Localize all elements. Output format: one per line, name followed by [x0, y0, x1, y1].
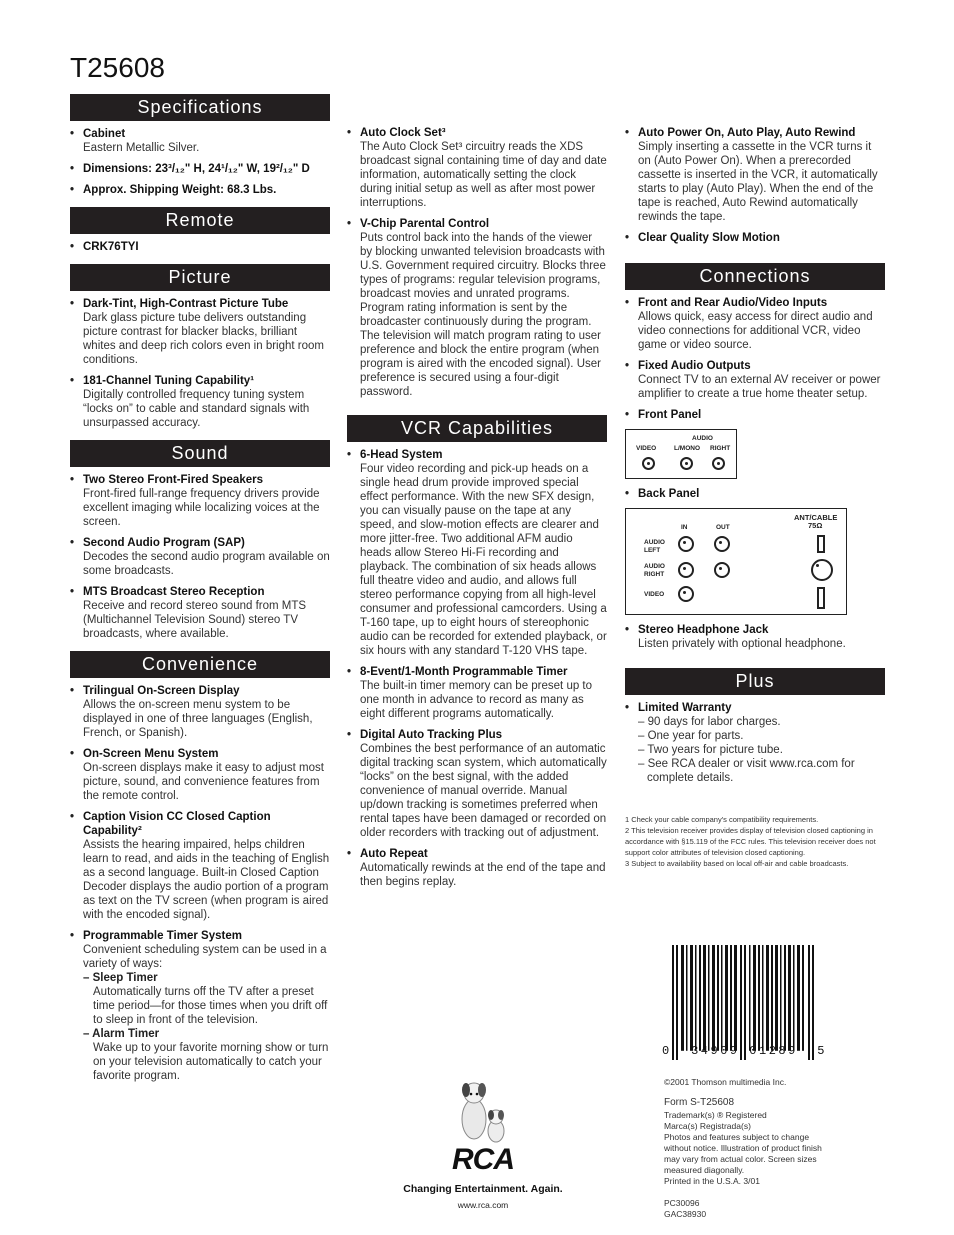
warranty-line: – See RCA dealer or visit www.rca.com for — [638, 758, 855, 770]
copyright: ©2001 Thomson multimedia Inc. — [664, 1077, 787, 1087]
feature-title: • 6-Head System — [360, 449, 443, 461]
feature-title: • Auto Repeat — [360, 848, 428, 860]
feature-desc: The Auto Clock Set³ circuitry reads the XDS broadcast signal containing time of day and date information, automatically setting the clock during initial setup as well as after most power interruptions. — [360, 141, 607, 209]
feature-title: • Two Stereo Front-Fired Speakers — [83, 474, 263, 486]
front-video-jack — [642, 457, 655, 470]
product-codes — [664, 1198, 706, 1220]
plus-section — [625, 668, 885, 785]
back-ohm-label: 75Ω — [808, 521, 823, 530]
feature-item — [70, 929, 330, 1083]
front-video-label: VIDEO — [636, 445, 657, 452]
feature-item — [70, 747, 330, 803]
front-lmono-label: L/MONO — [674, 445, 700, 452]
feature-item — [625, 701, 885, 785]
feature-item — [347, 728, 607, 840]
feature-desc: Receive and record stereo sound from MTS (Multichannel Television Sound) stereo TV broadcasts, where available. — [83, 600, 307, 640]
picture-header: Picture — [70, 264, 330, 291]
warranty-line: – One year for parts. — [638, 730, 744, 742]
front-panel-diagram — [625, 429, 737, 479]
feature-desc: Simply inserting a cassette in the VCR turns it on (Auto Power On). When a prerecorded cassette is inserted in the VCR, it automatically starts to play (Auto Play). When the end of the tape is reached, Auto Rewind automatically rewinds the tape. — [638, 141, 878, 223]
feature-desc: Front-fired full-range frequency drivers provide excellent imaging while localizing voices at the screen. — [83, 488, 320, 528]
feature-item — [625, 296, 885, 352]
spec-cabinet-desc: Eastern Metallic Silver. — [83, 142, 200, 154]
feature-title: • V-Chip Parental Control — [360, 218, 490, 230]
feature-desc: Assists the hearing impaired, helps children learn to read, and aids in the teaching of English as a second language. Built-in Closed Caption Decoder displays the audio portion of a program as text on the TV screen (when program is aired with the encoded signal). — [83, 839, 330, 921]
headphone-title: • Stereo Headphone Jack — [638, 624, 769, 636]
feature-desc: Automatically rewinds at the end of the tape and then begins replay. — [360, 862, 606, 888]
feature-desc: The built-in timer memory can be preset up to one month in advance to record as many as eight different programs automatically. — [360, 680, 593, 720]
legal-line: Marca(s) Registrada(s) — [664, 1121, 751, 1131]
barcode-image — [662, 945, 827, 1060]
footnote: 3 Subject to availability based on local off-air and cable broadcasts. — [625, 859, 849, 868]
back-video-label: VIDEO — [644, 591, 665, 598]
feature-title: • Dark-Tint, High-Contrast Picture Tube — [83, 298, 289, 310]
warranty-line: complete details. — [647, 772, 734, 784]
brand-url: www.rca.com — [457, 1200, 509, 1210]
feature-item — [625, 359, 885, 401]
back-in-label: IN — [681, 524, 688, 531]
feature-item — [347, 847, 607, 889]
timer-title: • Programmable Timer System — [83, 930, 242, 942]
front-audio-right-jack — [712, 457, 725, 470]
feature-title: • Auto Power On, Auto Play, Auto Rewind — [638, 127, 856, 139]
feature-title: • Auto Clock Set³ — [360, 127, 446, 139]
feature-item — [70, 684, 330, 740]
barcode-digits: 0 34909 01289 5 — [662, 1044, 827, 1058]
sleep-timer-title: – Sleep Timer — [83, 972, 158, 984]
back-audio-right-label: AUDIO RIGHT — [644, 563, 665, 578]
feature-title: • Front and Rear Audio/Video Inputs — [638, 297, 828, 309]
feature-item — [625, 408, 885, 422]
sound-header: Sound — [70, 440, 330, 467]
ant-cable-connector — [811, 559, 833, 581]
front-audio-label: AUDIO — [692, 435, 713, 442]
code-line: GAC38930 — [664, 1209, 707, 1219]
form-number: Form S-T25608 — [664, 1097, 735, 1108]
convenience-header: Convenience — [70, 651, 330, 678]
remote-section — [70, 207, 330, 254]
feature-item — [625, 126, 885, 224]
feature-item — [347, 665, 607, 721]
legal-line: without notice. Illustration of product finish — [664, 1143, 822, 1153]
picture-section — [70, 264, 330, 430]
feature-desc: Connect TV to an external AV receiver or power amplifier to create a true home theater setup. — [638, 374, 881, 400]
feature-desc: Dark glass picture tube delivers outstanding picture contrast for blacker blacks, brilliant whites and deep rich colors even in bright room conditions. — [83, 312, 324, 366]
feature-item — [70, 473, 330, 529]
remote-item — [70, 240, 330, 254]
connections-header: Connections — [625, 263, 885, 290]
feature-item — [347, 448, 607, 658]
spec-dimensions: • Dimensions: 23³/₁₂" H, 24¹/₁₂" W, 19²/₁₂" D — [83, 163, 310, 175]
feature-desc: Decodes the second audio program available on some broadcasts. — [83, 551, 330, 577]
plus-header: Plus — [625, 668, 885, 695]
feature-desc: On-screen displays make it easy to adjust most picture, sound, and convenience features from the remote control. — [83, 762, 324, 802]
legal-line: Printed in the U.S.A. 3/01 — [664, 1176, 760, 1186]
footnote: 1 Check your cable company's compatibility requirements. — [625, 815, 819, 824]
rca-logo: RCA — [452, 1143, 514, 1176]
brand-tagline: Changing Entertainment. Again. — [403, 1183, 563, 1195]
timer-desc: Convenient scheduling system can be used in a variety of ways: — [83, 944, 327, 970]
feature-title: • On-Screen Menu System — [83, 748, 219, 760]
footnote: support color attributes of television closed captioning. — [625, 848, 806, 857]
back-audio-left-label: AUDIO LEFT — [644, 539, 665, 554]
warranty-line: – Two years for picture tube. — [638, 744, 783, 756]
legal-line: Trademark(s) ® Registered — [664, 1110, 767, 1120]
feature-item — [347, 217, 607, 399]
ant-cable-slot-icon — [817, 535, 825, 553]
column-right — [625, 126, 885, 870]
feature-item — [625, 487, 885, 501]
back-in-left-jack — [678, 536, 694, 552]
ant-cable-slot-icon — [817, 587, 825, 609]
legal-line: measured diagonally. — [664, 1165, 745, 1175]
code-line: PC30096 — [664, 1198, 700, 1208]
specifications-header: Specifications — [70, 94, 330, 121]
feature-desc: Allows quick, easy access for direct audio and video connections for additional VCR, video game or video source. — [638, 311, 873, 351]
feature-title: • Second Audio Program (SAP) — [83, 537, 245, 549]
feature-item — [347, 126, 607, 210]
front-audio-left-jack — [680, 457, 693, 470]
rca-brand-block — [388, 1075, 578, 1210]
feature-desc: Four video recording and pick-up heads on a single head drum provide improved special effect performance. With the new SFX design, you can visually pause on the tape at any speed, and slow-motion effects are clearer and more jitter-free. Two additional AFM audio heads allow Stereo Hi-Fi recording and playback. The combination of six heads allows full theatre video and audio, and allows full stereo performance copying from all high-level consumer and professional camcorders. Using a T-160 tape, up to eight hours of stereophonic audio can be recorded for extended playback, or six hours with any standard T-120 VHS tape. — [360, 463, 607, 657]
feature-item — [70, 374, 330, 430]
alarm-timer-title: – Alarm Timer — [83, 1028, 160, 1040]
spec-item — [70, 127, 330, 155]
column-left — [70, 94, 330, 1093]
feature-desc: Allows the on-screen menu system to be displayed in one of three languages (English, French, or Spanish). — [83, 699, 313, 739]
spec-item — [70, 162, 330, 176]
feature-desc: Digitally controlled frequency tuning system “locks on” to cable and standard signals with unsurpassed accuracy. — [83, 389, 310, 429]
footnote: 2 This television receiver provides display of television closed captioning in — [625, 826, 873, 835]
legal-line: Photos and features subject to change — [664, 1132, 810, 1142]
remote-model: • CRK76TYI — [83, 241, 139, 253]
spec-item — [70, 183, 330, 197]
feature-item — [70, 810, 330, 922]
back-out-right-jack — [714, 562, 730, 578]
front-right-label: RIGHT — [710, 445, 731, 452]
feature-title: • Trilingual On-Screen Display — [83, 685, 240, 697]
column-middle — [347, 126, 607, 899]
feature-item — [625, 231, 885, 245]
back-panel-diagram — [625, 508, 847, 615]
back-video-jack — [678, 586, 694, 602]
specifications-section — [70, 94, 330, 197]
back-in-right-jack — [678, 562, 694, 578]
vcr-header: VCR Capabilities — [347, 415, 607, 442]
vcr-section — [347, 415, 607, 889]
back-out-left-jack — [714, 536, 730, 552]
legal-text — [664, 1110, 822, 1187]
warranty-title: • Limited Warranty — [638, 702, 732, 714]
front-panel-title: • Front Panel — [638, 409, 702, 421]
back-panel-title: • Back Panel — [638, 488, 700, 500]
convenience-section — [70, 651, 330, 1083]
back-ant-label: ANT/CABLE — [794, 513, 838, 522]
feature-item — [70, 297, 330, 367]
feature-title: • 181-Channel Tuning Capability¹ — [83, 375, 255, 387]
remote-header: Remote — [70, 207, 330, 234]
legal-line: may vary from actual color. Screen sizes — [664, 1154, 817, 1164]
sound-section — [70, 440, 330, 641]
feature-desc: Combines the best performance of an automatic digital tracking scan system, which automatically “locks” on the best signal, with the added convenience of manual override. Manual up/down tracking is sometimes preferred when rental tapes have been damaged or recorded on older recorders with tracking out of adjustment. — [360, 743, 607, 839]
feature-title: • Fixed Audio Outputs — [638, 360, 751, 372]
feature-title: • Clear Quality Slow Motion — [638, 232, 780, 244]
feature-title: • Digital Auto Tracking Plus — [360, 729, 503, 741]
footnote: accordance with §15.119 of the FCC rules. This television receiver does not — [625, 837, 876, 846]
back-out-label: OUT — [716, 524, 730, 531]
feature-item — [70, 536, 330, 578]
feature-title: • Caption Vision CC Closed Caption Capability² — [83, 811, 271, 837]
feature-item — [625, 623, 885, 651]
feature-item — [70, 585, 330, 641]
feature-title: • 8-Event/1-Month Programmable Timer — [360, 666, 568, 678]
headphone-desc: Listen privately with optional headphone. — [638, 638, 846, 650]
footnotes — [625, 815, 885, 869]
model-number: T25608 — [70, 52, 165, 83]
alarm-timer-desc: Wake up to your favorite morning show or turn on your television automatically to catch your favorite program. — [93, 1042, 329, 1082]
spec-cabinet-title: • Cabinet — [83, 128, 126, 140]
spec-weight: • Approx. Shipping Weight: 68.3 Lbs. — [83, 184, 277, 196]
feature-title: • MTS Broadcast Stereo Reception — [83, 586, 265, 598]
feature-desc: Puts control back into the hands of the viewer by blocking unwanted television broadcasts with U.S. Government required circuitry. Blocks three types of programs: regular television programs, broadcast movies and unrated programs. Program rating information is sent by the broadcaster continuously during the program. The television will match program rating to user preference and block the entire program (when program is aired with the encoded signal). User preference is secured using a four-digit password. — [360, 232, 606, 398]
connections-section — [625, 263, 885, 651]
dogs-mascot-icon — [448, 1075, 518, 1143]
sleep-timer-desc: Automatically turns off the TV after a preset time period—for those times when you drift off to sleep in front of the television. — [93, 986, 328, 1026]
warranty-line: – 90 days for labor charges. — [638, 716, 781, 728]
